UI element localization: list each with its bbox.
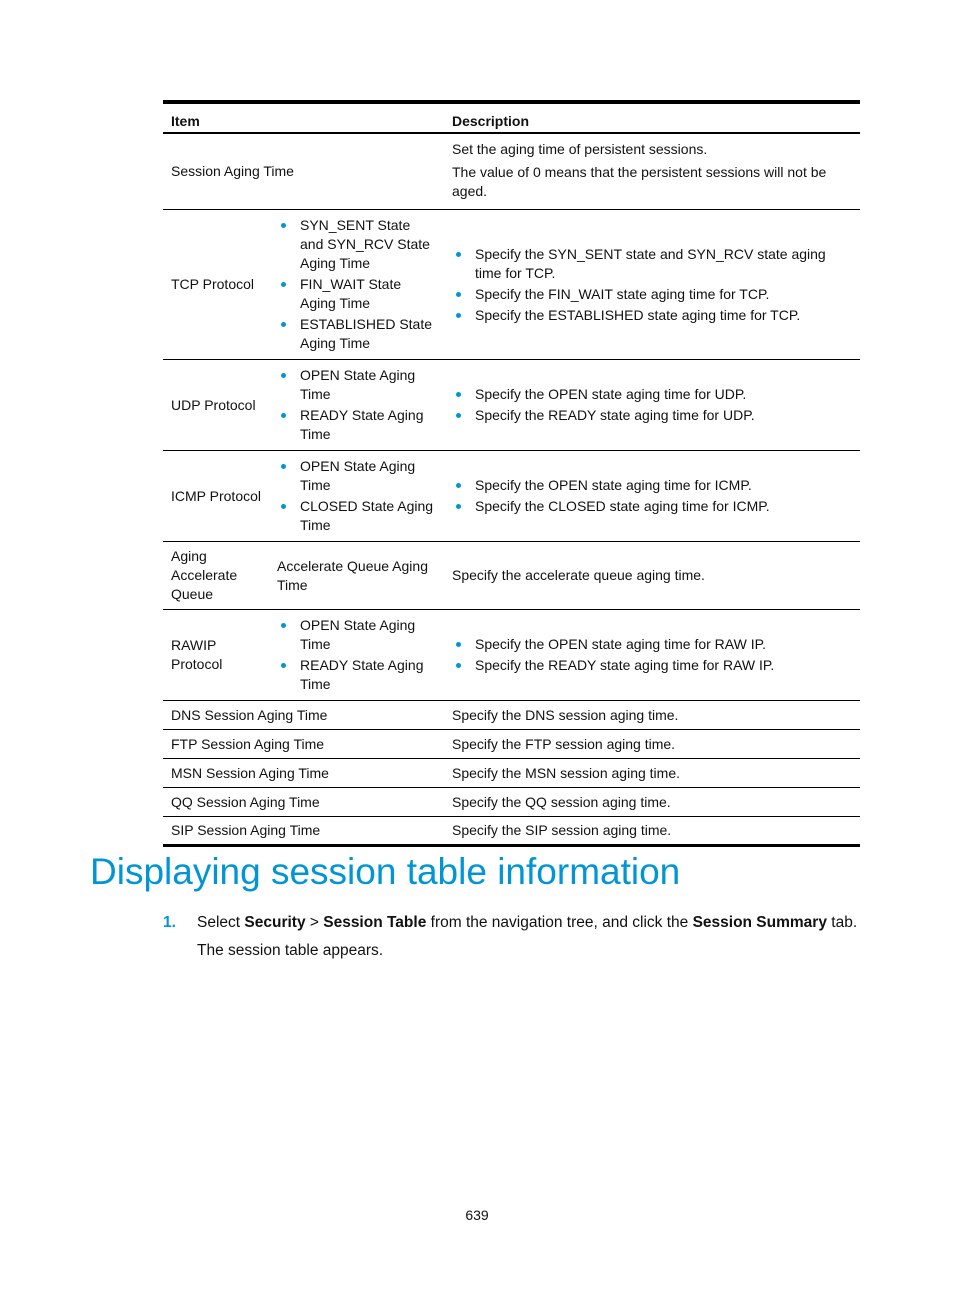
- item-cell: Aging Accelerate Queue: [163, 542, 269, 610]
- list-item: READY State Aging Time: [277, 406, 436, 444]
- item-cell: DNS Session Aging Time: [163, 701, 444, 730]
- item-cell: TCP Protocol: [163, 210, 269, 360]
- list-item: OPEN State Aging Time: [277, 366, 436, 404]
- sub-item-cell: [269, 451, 444, 542]
- list-item: Specify the OPEN state aging time for UDP.: [452, 385, 852, 404]
- step-text-part: >: [305, 914, 324, 931]
- description-cell: [444, 610, 860, 701]
- table-row: [163, 542, 860, 610]
- description-cell: [444, 210, 860, 360]
- step-text: [197, 911, 863, 935]
- menu-path-security: Security: [244, 914, 306, 931]
- description-cell: Specify the QQ session aging time.: [444, 788, 860, 817]
- sub-item-cell: [269, 210, 444, 360]
- column-header-item: Item: [163, 102, 444, 133]
- column-header-description: Description: [444, 102, 860, 133]
- description-cell: Specify the DNS session aging time.: [444, 701, 860, 730]
- item-cell: SIP Session Aging Time: [163, 817, 444, 846]
- description-cell: [444, 451, 860, 542]
- table-row: [163, 730, 860, 759]
- list-item: Specify the CLOSED state aging time for ICMP.: [452, 497, 852, 516]
- description-cell: Specify the accelerate queue aging time.: [444, 542, 860, 610]
- step-text-part: Select: [197, 914, 245, 931]
- item-cell: UDP Protocol: [163, 360, 269, 451]
- list-item: Specify the ESTABLISHED state aging time for TCP.: [452, 306, 852, 325]
- description-cell: Specify the MSN session aging time.: [444, 759, 860, 788]
- step-text-part: from the navigation tree, and click the: [426, 914, 693, 931]
- table-row: [163, 788, 860, 817]
- list-item: Specify the OPEN state aging time for RAW IP.: [452, 635, 852, 654]
- sub-item-cell: [269, 360, 444, 451]
- menu-path-session-table: Session Table: [323, 914, 427, 931]
- list-item: Specify the SYN_SENT state and SYN_RCV state aging time for TCP.: [452, 245, 852, 283]
- item-cell: Session Aging Time: [171, 163, 294, 179]
- table-row: [163, 451, 860, 542]
- table-row: [163, 360, 860, 451]
- description-text: Set the aging time of persistent sessions.: [452, 141, 708, 157]
- table-row: [163, 759, 860, 788]
- list-item: Specify the READY state aging time for UDP.: [452, 406, 852, 425]
- section-heading: Displaying session table information: [90, 851, 681, 892]
- description-text: The value of 0 means that the persistent sessions will not be aged.: [452, 164, 827, 199]
- tab-name-session-summary: Session Summary: [692, 914, 827, 931]
- sub-item-cell: [269, 610, 444, 701]
- list-item: SYN_SENT State and SYN_RCV State Aging Time: [277, 216, 436, 273]
- description-cell: [444, 133, 860, 210]
- list-item: Specify the OPEN state aging time for ICMP.: [452, 476, 852, 495]
- sub-item-cell: Accelerate Queue Aging Time: [269, 542, 444, 610]
- list-item: CLOSED State Aging Time: [277, 497, 436, 535]
- description-cell: [444, 360, 860, 451]
- table-row: [163, 610, 860, 701]
- step-text-part: tab.: [826, 914, 858, 931]
- page-number: 639: [465, 1207, 489, 1223]
- item-cell: FTP Session Aging Time: [163, 730, 444, 759]
- table-row: [163, 817, 860, 846]
- item-cell: QQ Session Aging Time: [163, 788, 444, 817]
- item-cell: ICMP Protocol: [163, 451, 269, 542]
- table-row: [163, 701, 860, 730]
- step-result: The session table appears.: [197, 942, 384, 959]
- table-row: [163, 210, 860, 360]
- list-item: Specify the READY state aging time for RAW IP.: [452, 656, 852, 675]
- procedure-step: [163, 911, 863, 935]
- table-row: [163, 133, 860, 210]
- list-item: OPEN State Aging Time: [277, 457, 436, 495]
- description-cell: Specify the SIP session aging time.: [444, 817, 860, 846]
- description-cell: Specify the FTP session aging time.: [444, 730, 860, 759]
- item-cell: MSN Session Aging Time: [163, 759, 444, 788]
- step-number: 1.: [163, 914, 176, 931]
- list-item: READY State Aging Time: [277, 656, 436, 694]
- item-cell: RAWIP Protocol: [163, 610, 269, 701]
- session-aging-table: [163, 100, 860, 847]
- list-item: Specify the FIN_WAIT state aging time for TCP.: [452, 285, 852, 304]
- list-item: OPEN State Aging Time: [277, 616, 436, 654]
- list-item: FIN_WAIT State Aging Time: [277, 275, 436, 313]
- list-item: ESTABLISHED State Aging Time: [277, 315, 436, 353]
